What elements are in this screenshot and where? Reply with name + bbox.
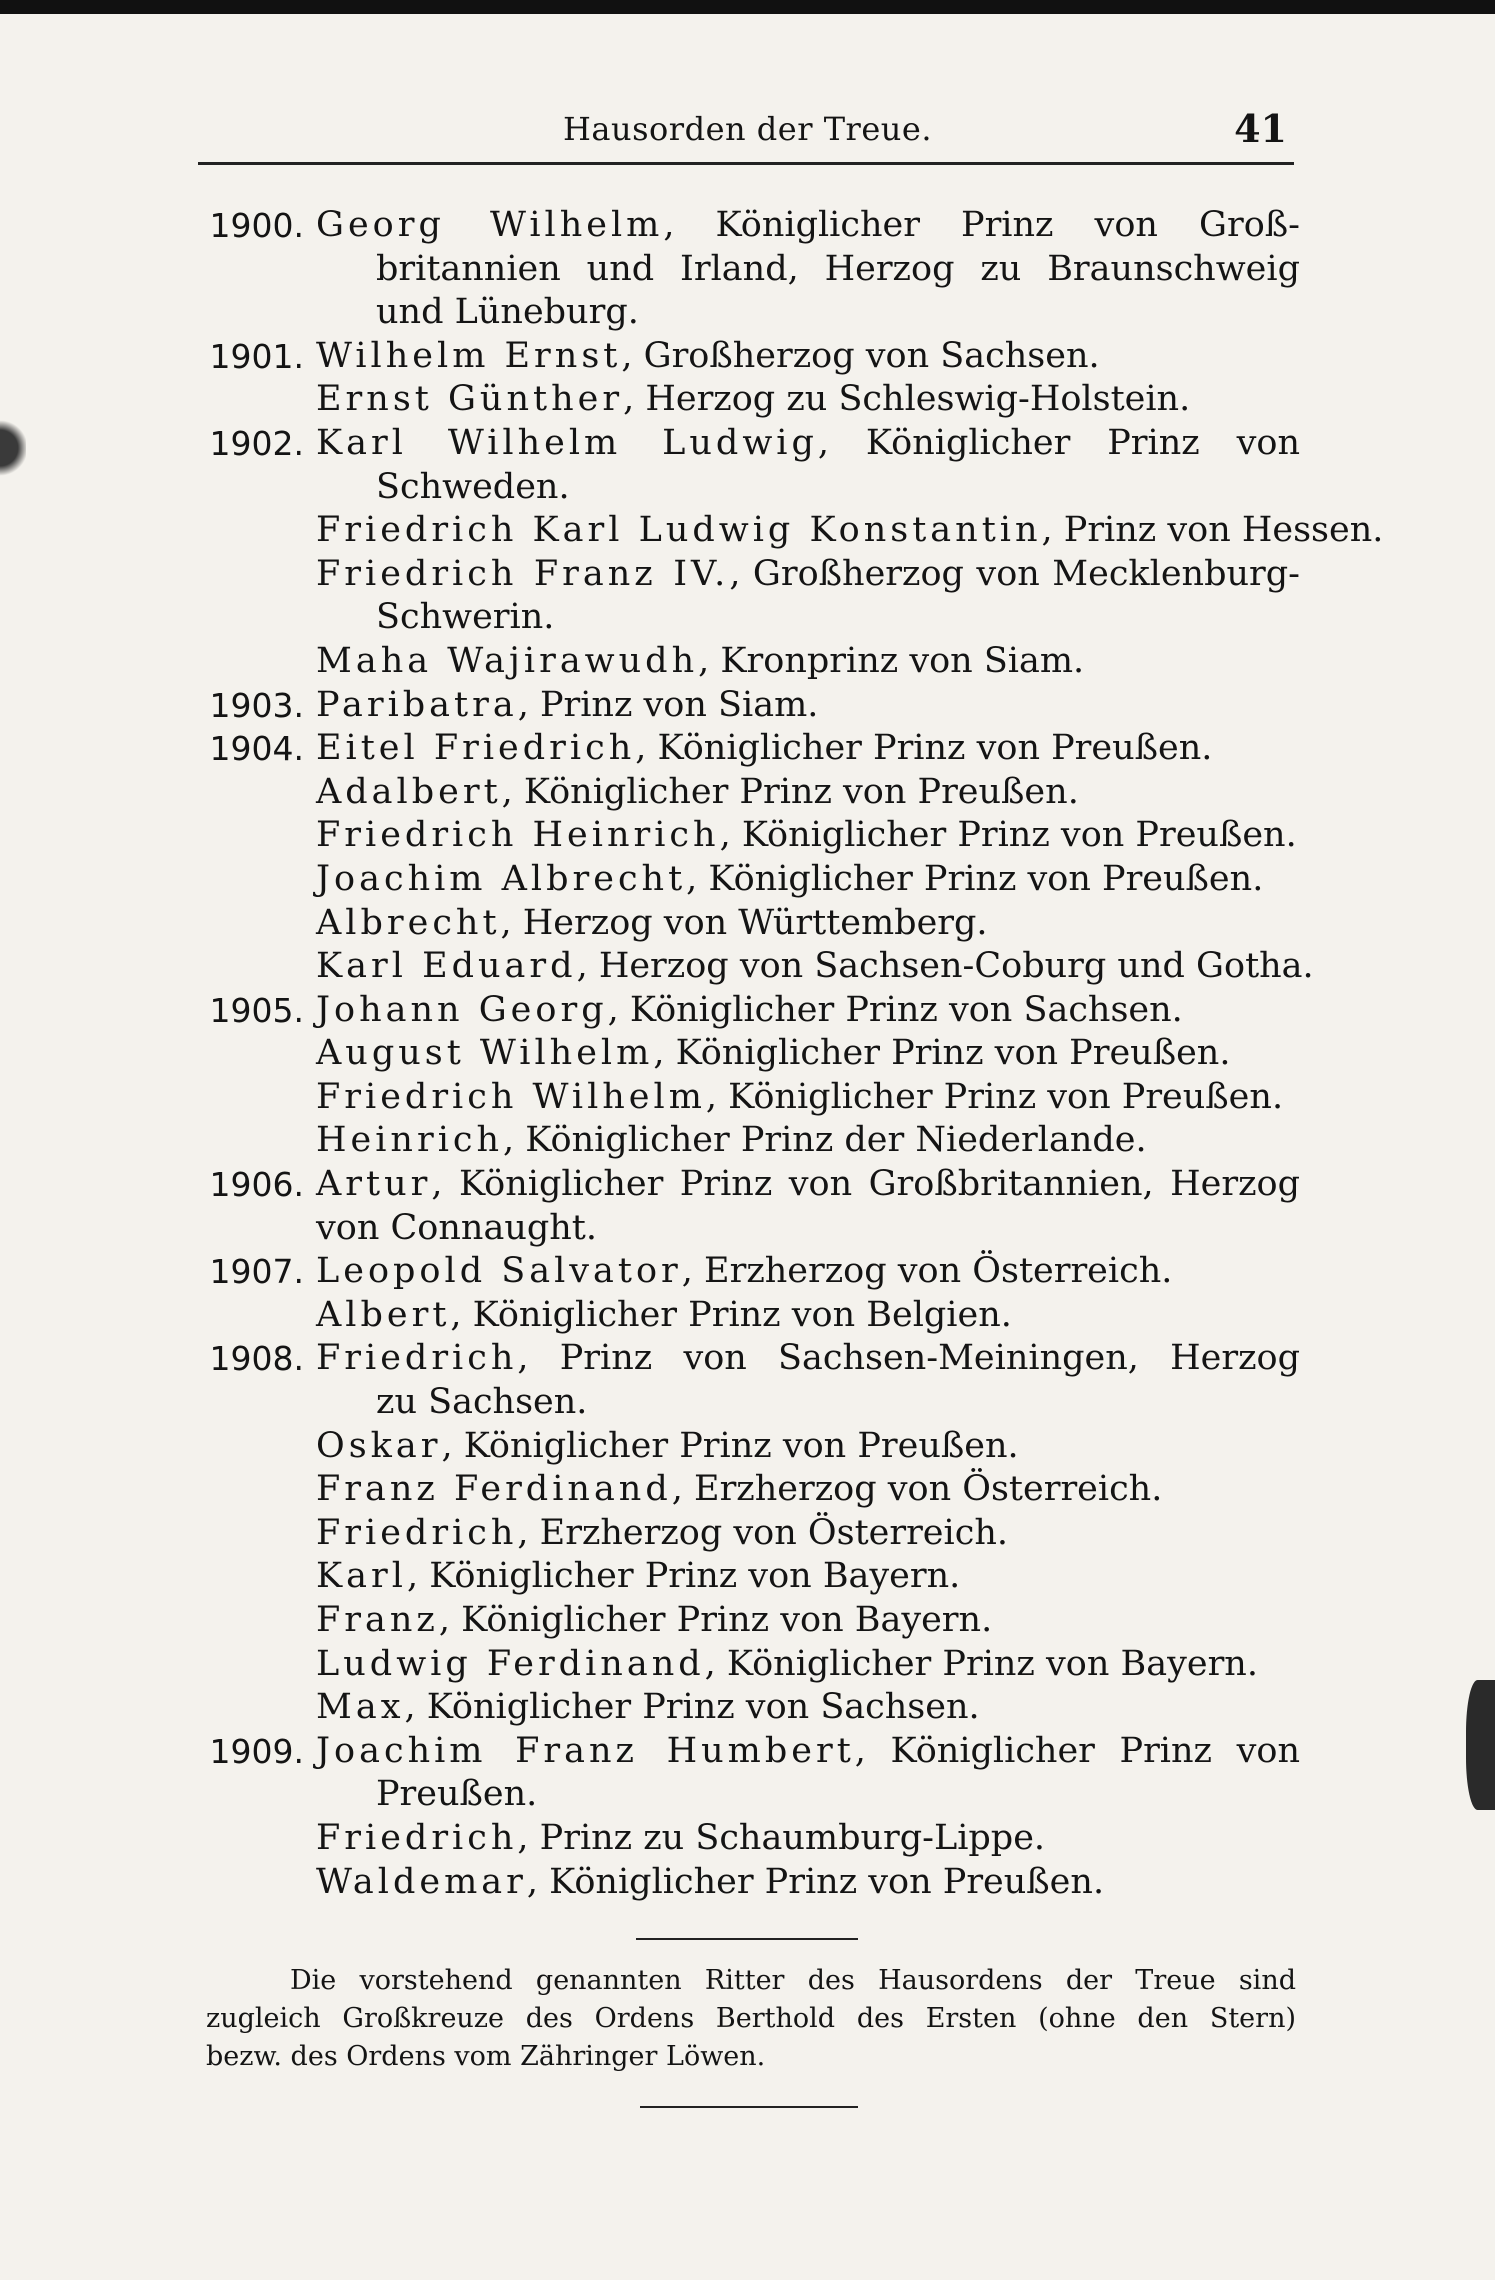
list-entry-line (196, 1468, 1300, 1512)
list-entry-line (196, 1730, 1300, 1774)
person-name: Joachim Albrecht (316, 858, 687, 899)
list-entry-line (196, 204, 1300, 248)
title-text: , Kronprinz von Siam. (698, 640, 1085, 681)
entry-text (316, 640, 1084, 684)
person-name: Heinrich (316, 1120, 504, 1161)
person-name: Georg Wilhelm (316, 205, 664, 245)
title-text: , Erzherzog von Österreich. (517, 1512, 1008, 1553)
person-name: Friedrich Franz IV. (316, 553, 730, 594)
entry-year: 1907. (209, 1252, 304, 1292)
entry-text (316, 378, 1190, 422)
person-name: Albrecht (316, 902, 501, 943)
footnote-line: zugleich Großkreuze des Ordens Berthold des Ersten (ohne den Stern) (206, 2003, 1296, 2034)
title-text: , Großherzog von Mecklenburg- (729, 553, 1300, 594)
entry-text (316, 1468, 1162, 1512)
list-entry-line (196, 945, 1314, 989)
entry-year: 1908. (209, 1339, 304, 1379)
entry-text (376, 1773, 537, 1817)
title-text: , Königlicher Prinz von Belgien. (450, 1294, 1012, 1335)
list-entry-line (196, 1861, 1300, 1905)
entry-text (376, 466, 570, 510)
list-entry-line (196, 1076, 1300, 1120)
list-entry-line (196, 553, 1300, 597)
entry-year: 1906. (209, 1165, 304, 1205)
entry-year: 1909. (209, 1731, 304, 1771)
list-entry-line (196, 1599, 1300, 1643)
entry-text (316, 1163, 1300, 1207)
list-entry-line (196, 1337, 1300, 1381)
title-text: , Königlicher Prinz von Bayern. (406, 1556, 961, 1597)
entry-text (316, 1817, 1045, 1861)
entry-year: 1905. (209, 990, 304, 1030)
person-name: Friedrich Heinrich (316, 815, 720, 856)
entry-year: 1902. (209, 423, 304, 463)
title-text: , Königlicher Prinz von Großbritannien, Herzog (431, 1164, 1300, 1205)
title-text: , Königlicher Prinz von Preußen. (686, 858, 1264, 899)
list-entry-line (196, 1119, 1300, 1163)
person-name: Friedrich Wilhelm (316, 1076, 706, 1117)
entry-year: 1901. (209, 336, 304, 376)
entry-text (376, 291, 639, 335)
title-text: , Königlicher Prinz von Preußen. (526, 1861, 1105, 1902)
list-entry-line (196, 1381, 1300, 1425)
person-name: Maha Wajirawudh (316, 640, 699, 681)
entry-text (316, 1032, 1230, 1076)
list-entry-line (196, 640, 1300, 684)
list-entry-line (196, 335, 1300, 379)
title-text: , Königlicher Prinz von Groß- (663, 205, 1300, 245)
title-text: , Königlicher Prinz von Bayern. (704, 1643, 1258, 1684)
entry-text (316, 1207, 597, 1251)
entry-text (316, 684, 818, 728)
title-text: , Königlicher Prinz von Sachsen. (404, 1687, 980, 1728)
person-name: Waldemar (316, 1861, 527, 1902)
title-text: Schweden. (376, 466, 570, 507)
list-entry-line (196, 422, 1300, 466)
person-name: Leopold Salvator (316, 1251, 682, 1292)
separator-rule (636, 1938, 858, 1940)
list-entry-line (196, 1163, 1300, 1207)
list-entry-line (196, 684, 1300, 728)
title-text: , Erzherzog von Österreich. (681, 1251, 1173, 1292)
list-entry-line (196, 1032, 1300, 1076)
title-text: , Königlicher Prinz von Preußen. (705, 1076, 1284, 1117)
person-name: Friedrich (316, 1338, 518, 1379)
title-text: , Herzog von Sachsen-Coburg und Gotha. (576, 946, 1314, 987)
list-entry-line (196, 1207, 1300, 1251)
person-name: Wilhelm Ernst (316, 335, 622, 376)
person-name: Ludwig Ferdinand (316, 1643, 705, 1684)
list-entry-line (196, 1686, 1300, 1730)
title-text: von Connaught. (316, 1207, 597, 1248)
list-entry-line (196, 1250, 1300, 1294)
list-entry-line (196, 814, 1300, 858)
title-text: Schwerin. (376, 597, 555, 638)
title-text: , Prinz von Siam. (517, 684, 819, 725)
end-rule (640, 2106, 858, 2108)
title-text: , Königlicher Prinz von Preußen. (635, 728, 1213, 769)
title-text: , Königlicher Prinz von Bayern. (438, 1600, 993, 1640)
list-entry-line (196, 1425, 1300, 1469)
page-number: 41 (1234, 106, 1287, 151)
list-entry-line (196, 509, 1384, 553)
entry-text (316, 553, 1300, 597)
entry-text (316, 902, 988, 946)
footnote-line: bezw. des Ordens vom Zähringer Löwen. (206, 2041, 766, 2072)
entry-text (316, 422, 1300, 466)
entry-year: 1903. (209, 685, 304, 725)
entry-text (316, 1119, 1147, 1163)
entry-year: 1900. (209, 206, 304, 245)
person-name: Oskar (316, 1425, 442, 1466)
entry-text (316, 335, 1100, 379)
title-text: , Königlicher Prinz von Preußen. (653, 1033, 1231, 1074)
title-text: , Königlicher Prinz der Niederlande. (503, 1120, 1147, 1161)
header-rule (198, 162, 1294, 165)
person-name: Karl Wilhelm Ludwig (316, 422, 818, 463)
list-entry-line (196, 466, 1300, 510)
entry-text (316, 1294, 1012, 1338)
title-text: , Prinz von Sachsen-Meiningen, Herzog (517, 1338, 1300, 1379)
person-name: Friedrich Karl Ludwig Konstantin (316, 510, 1042, 551)
person-name: Friedrich (316, 1512, 518, 1553)
list-entry-line (196, 1643, 1300, 1687)
entry-text (316, 1643, 1258, 1687)
scan-border (0, 0, 1495, 14)
list-entry-line (196, 727, 1300, 771)
list-entry-line (196, 1773, 1300, 1817)
list-entry-line (196, 1817, 1300, 1861)
entry-text (316, 814, 1297, 858)
list-entry-line (196, 858, 1300, 902)
list-entry-line (196, 1294, 1300, 1338)
list-entry-line (196, 771, 1300, 815)
entry-text (316, 1076, 1283, 1120)
entry-text (316, 1250, 1172, 1294)
title-text: , Erzherzog von Österreich. (671, 1469, 1163, 1510)
title-text: , Prinz von Hessen. (1041, 510, 1384, 551)
entry-text (316, 1730, 1300, 1774)
person-name: Artur (316, 1164, 432, 1205)
person-name: Albert (316, 1294, 451, 1335)
title-text: , Großherzog von Sachsen. (621, 335, 1100, 376)
title-text: , Herzog zu Schleswig-Holstein. (623, 379, 1191, 420)
title-text: , Königlicher Prinz von Preußen. (501, 771, 1079, 812)
person-name: Franz Ferdinand (316, 1469, 672, 1510)
person-name: Karl (316, 1556, 407, 1597)
list-entry-line (196, 1512, 1300, 1556)
title-text: zu Sachsen. (376, 1382, 588, 1423)
entry-text (316, 771, 1079, 815)
footnote-line: Die vorstehend genannten Ritter des Hausordens der Treue sind (290, 1965, 1296, 1996)
entry-text (316, 727, 1212, 771)
person-name: Joachim Franz Humbert (316, 1730, 855, 1771)
page-edge-shadow (1466, 1680, 1495, 1810)
entry-text (316, 989, 1183, 1033)
entry-text (316, 858, 1263, 902)
entry-text (316, 1686, 980, 1730)
person-name: Karl Eduard (316, 946, 577, 987)
title-text: britannien und Irland, Herzog zu Braunschweig (376, 248, 1300, 289)
knights-list (196, 204, 1384, 1904)
person-name: Johann Georg (316, 989, 608, 1030)
title-text: , Königlicher Prinz von Preußen. (441, 1425, 1019, 1466)
list-entry-line (196, 1555, 1300, 1599)
entry-text (316, 509, 1383, 553)
title-text: , Königlicher Prinz von (854, 1730, 1300, 1771)
entry-text (316, 1337, 1300, 1381)
list-entry-line (196, 989, 1300, 1033)
person-name: Adalbert (316, 771, 502, 812)
list-entry-line (196, 291, 1300, 335)
entry-text (316, 945, 1314, 989)
list-entry-line (196, 248, 1300, 292)
entry-text (316, 1599, 992, 1643)
entry-text (376, 1381, 587, 1425)
person-name: Friedrich (316, 1817, 518, 1858)
entry-text (376, 248, 1300, 292)
title-text: , Königlicher Prinz von Sachsen. (607, 989, 1183, 1030)
entry-text (316, 1512, 1008, 1556)
entry-text (316, 204, 1300, 248)
list-entry-line (196, 596, 1300, 640)
title-text: und Lüneburg. (376, 292, 639, 333)
entry-text (316, 1555, 960, 1599)
person-name: August Wilhelm (316, 1033, 654, 1074)
binding-shadow (0, 418, 26, 478)
list-entry-line (196, 902, 1300, 946)
running-header: Hausorden der Treue. (563, 110, 932, 148)
list-entry-line (196, 378, 1300, 422)
entry-text (376, 596, 554, 640)
title-text: , Königlicher Prinz von (817, 422, 1300, 463)
person-name: Ernst Günther (316, 379, 624, 420)
person-name: Max (316, 1687, 405, 1728)
title-text: , Herzog von Württemberg. (500, 902, 988, 943)
person-name: Paribatra (316, 684, 518, 725)
person-name: Franz (316, 1600, 439, 1640)
title-text: Preußen. (376, 1774, 538, 1815)
footnote (206, 1962, 1296, 2076)
title-text: , Prinz zu Schaumburg-Lippe. (517, 1817, 1046, 1858)
title-text: , Königlicher Prinz von Preußen. (719, 815, 1297, 856)
entry-text (316, 1425, 1019, 1469)
person-name: Eitel Friedrich (316, 728, 636, 769)
entry-year: 1904. (209, 729, 304, 769)
entry-text (316, 1861, 1104, 1905)
